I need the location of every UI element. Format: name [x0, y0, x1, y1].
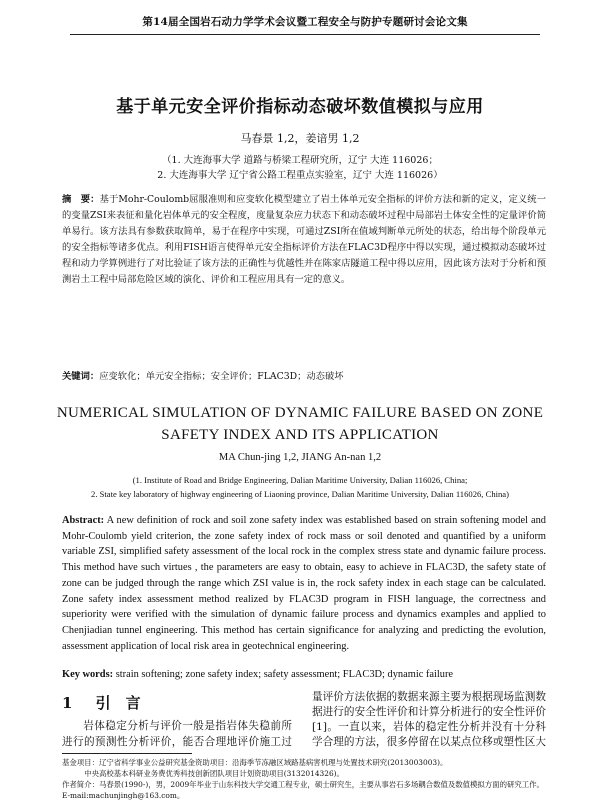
section-heading-1: [62, 692, 292, 713]
english-authors: MA Chun-jing 1,2, JIANG An-nan 1,2: [218, 452, 382, 463]
chinese-affiliation-2: 2. 大连海事大学 辽宁省公路工程重点实验室，辽宁 大连 116026）: [157, 170, 443, 181]
body-right-column: [312, 690, 546, 750]
chinese-keywords-text: 应变软化；单元安全指标；安全评价；FLAC3D；动态破坏: [99, 371, 344, 382]
english-abstract-label: Abstract:: [62, 515, 105, 526]
footnote-line-1: 基金项目：辽宁省科学事业公益研究基金资助项目：沿海季节冻融区域路基病害机理与处置技术研究(2013003003)。: [62, 758, 448, 767]
body-right-text: 量评价方法依据的数据来源主要为根据现场监测数据进行的安全性评价和计算分析进行的安全性评价[1]。一直以来，岩体的稳定性分析并没有十分科学合理的方法，很多停留在以某点位移或塑性区大: [312, 691, 546, 748]
english-keywords: [62, 669, 546, 680]
chinese-abstract-label: 摘 要：: [62, 194, 100, 205]
header-rule: [70, 34, 540, 35]
english-affiliation-1: (1. Institute of Road and Bridge Engineering, Dalian Maritime University, Dalian 116026, China;: [132, 475, 468, 485]
footnote: [62, 757, 546, 801]
chinese-authors: 马春景 1,2，姜谙男 1,2: [240, 132, 360, 145]
chinese-abstract: [62, 192, 546, 288]
section-heading: [62, 598, 292, 624]
footnote-rule: [62, 753, 192, 754]
footnote-line-2: 中央高校基本科研业务费优秀科技创新团队项目计划资助项目(3132014326)。: [84, 769, 344, 778]
english-keywords-text: strain softening; zone safety index; safety assessment; FLAC3D; dynamic failure: [115, 669, 454, 680]
section-title: 引 言: [95, 694, 141, 712]
chinese-abstract-text: 基于Mohr-Coulomb屈服准则和应变软化模型建立了岩土体单元安全指标的评价方法和新的定义，定义统一的变量ZSI来表征和量化岩体单元的安全程度，度量复杂应力状态下和动态破坏过程中局部岩土体安全性的定量评价简单易行。该方法具有参数获取简单，易于在程序中实现，可通过ZSI所在值域判断单元所处的状态，给出每个阶段单元的安全指标等诸多优点。利用FISH语言使得单元安全指标评价方法在FLAC3D程序中得以实现，通过模拟动态破坏过程和动力学算例进行了对比验证了该方法的正确性与优越性并在陈家店隧道工程中得以应用，因此该方法对于分析和预测岩土工程中局部危险区域的演化、评价和工程应用具有一定的意义。: [62, 194, 546, 285]
body-left-text: 岩体稳定分析与评价一般是指岩体失稳前所进行的预测性分析评价，能否合理地评价施工过: [62, 720, 292, 748]
chinese-title: 基于单元安全评价指标动态破坏数值模拟与应用: [116, 97, 484, 117]
body-left-column: [62, 718, 292, 750]
section-number: 1: [62, 694, 73, 712]
chinese-affiliation-1: （1. 大连海事大学 道路与桥梁工程研究所，辽宁 大连 116026；: [162, 155, 438, 166]
english-abstract: [62, 513, 546, 654]
english-abstract-text: A new definition of rock and soil zone safety index was established based on strain softening model and Mohr-Coulomb yield criterion, the zone safety index of rock mass or soil denoted and quantified by a uniform variable ZSI, simplified safety assessment of the local rock in the complex stress state and dynamic failure process. This method have such virtues , the parameters are easy to obtain, easy to achieve in FLAC3D, the safety state of zone can be judged through the range which ZSI value is in, the rock safety index in each stage can be calculated. Zone safety index assessment method realized by FLAC3D program in FISH language, the correctness and superiority were verified with the simulation of dynamic failure process and dynamics examples and applied to Chenjiadian tunnel engineering. This method has certain significance for analyzing and predicting the evolution, assessment application of local risk area in geotechnical engineering.: [62, 515, 546, 652]
english-keywords-label: Key words:: [62, 669, 114, 680]
running-header: 第14届全国岩石动力学学术会议暨工程安全与防护专题研讨会论文集: [142, 16, 468, 28]
chinese-keywords: [62, 368, 546, 382]
english-title: NUMERICAL SIMULATION OF DYNAMIC FAILURE BASED ON ZONE SAFETY INDEX AND ITS APPLICATION: [56, 405, 544, 443]
chinese-keywords-label: 关键词：: [62, 371, 100, 382]
english-affiliation-2: 2. State key laboratory of highway engineering of Liaoning province, Dalian Maritime University, Dalian 116026, China): [91, 489, 509, 499]
footnote-line-3: 作者简介：马春景(1990-)，男，2009年毕业于山东科技大学交通工程专业，硕士研究生，主要从事岩石多场耦合数值及数值模拟方面的研究工作。E-mail:machunjingh@163.com。: [62, 780, 544, 800]
